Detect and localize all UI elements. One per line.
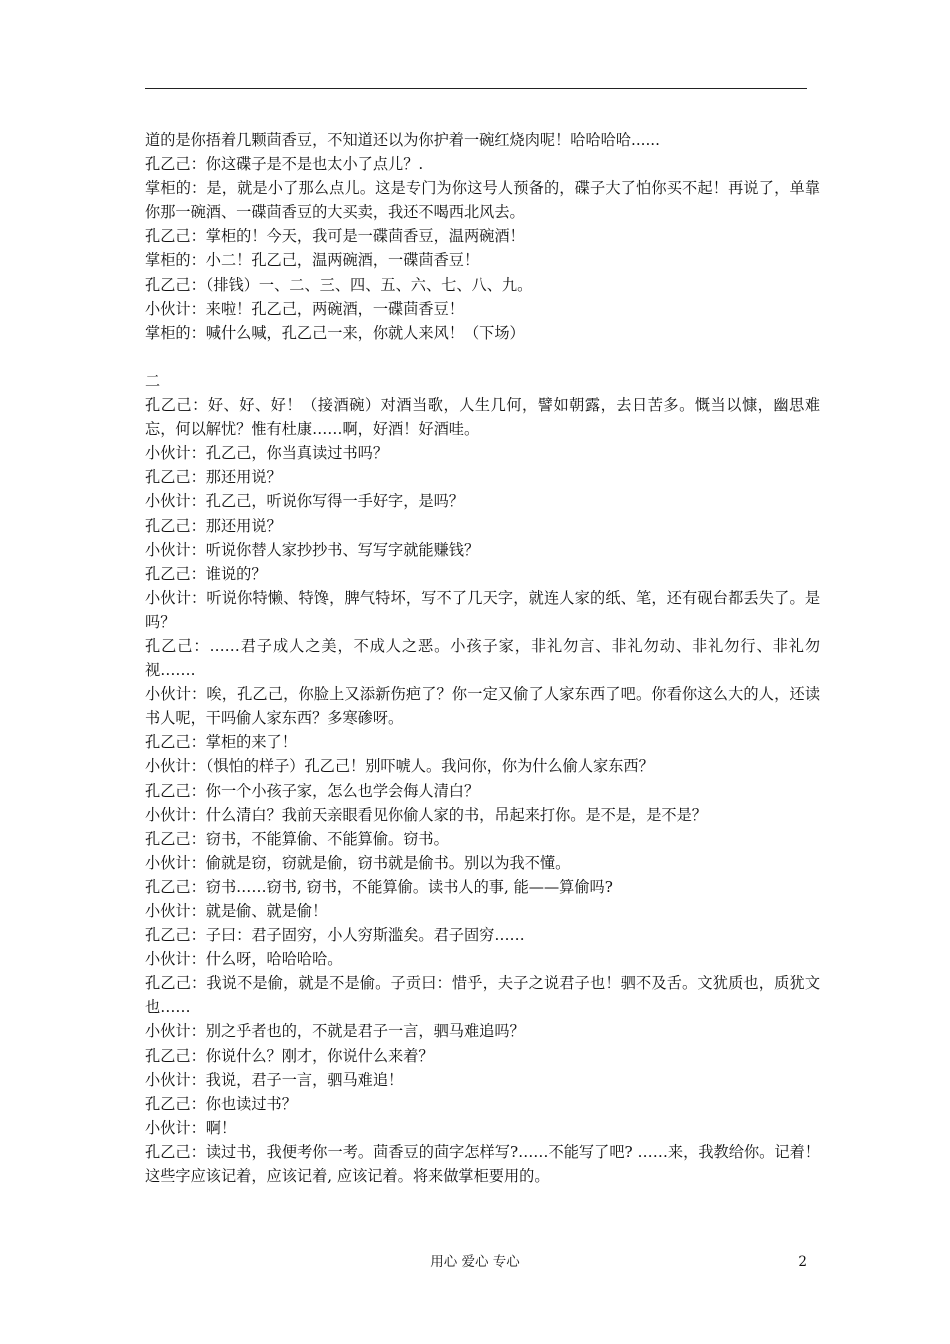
dialogue-line: 孔乙己：掌柜的！今天，我可是一碟茴香豆，温两碗酒！ xyxy=(145,227,525,246)
dialogue-line: 孔乙己：（排钱）一、二、三、四、五、六、七、八、九。 xyxy=(145,275,533,294)
dialogue-line: 小伙计：孔乙己，你当真读过书吗？ xyxy=(145,444,388,463)
dialogue-line: 道的是你捂着几颗茴香豆，不知道还以为你护着一碗红烧肉呢！哈哈哈哈...... xyxy=(145,131,660,149)
section-heading: 二 xyxy=(145,371,161,390)
dialogue-line: 小伙计：别之乎者也的，不就是君子一言，驷马难追吗？ xyxy=(145,1022,525,1041)
blank-line xyxy=(145,345,820,369)
dialogue-line: 孔乙己：你一个小孩子家，怎么也学会侮人清白？ xyxy=(145,781,480,800)
dialogue-line: 孔乙己：掌柜的来了！ xyxy=(145,733,297,752)
header-rule xyxy=(145,88,807,89)
dialogue-line: 小伙计：唉，孔乙己，你脸上又添新伤疤了？你一定又偷了人家东西了吧。你看你这么大的人，还读书人呢，干吗偷人家东西？多寒碜呀。 xyxy=(145,685,820,728)
dialogue-line: 孔乙己：谁说的？ xyxy=(145,564,267,583)
dialogue-line: 小伙计：啊！ xyxy=(145,1118,237,1137)
dialogue-line: 孔乙己：读过书，我便考你一考。茴香豆的茴字怎样写?……不能写了吧? ……来，我教给你。记着！这些字应该记着，应该记着, 应该记着。将来做掌柜要用的。 xyxy=(145,1142,820,1186)
script-text xyxy=(145,128,820,1188)
dialogue-line: 小伙计：听说你特懒、特馋，脾气特坏，写不了几天字，就连人家的纸、笔，还有砚台都丢失了。是吗？ xyxy=(145,588,820,631)
dialogue-line: 小伙计：就是偷、就是偷！ xyxy=(145,902,328,920)
dialogue-line: 小伙计：来啦！孔乙己，两碗酒，一碟茴香豆！ xyxy=(145,299,464,318)
dialogue-line: 掌柜的：小二！孔乙己，温两碗酒，一碟茴香豆！ xyxy=(145,251,480,270)
dialogue-line: 掌柜的：喊什么喊，孔乙己一来，你就人来风！（下场） xyxy=(145,323,525,342)
dialogue-line: 孔乙己：窃书……窃书, 窃书，不能算偷。读书人的事, 能——算偷吗? xyxy=(145,877,613,896)
dialogue-line: 小伙计：听说你替人家抄抄书、写写字就能赚钱？ xyxy=(145,540,480,559)
dialogue-line: 孔乙己：那还用说？ xyxy=(145,516,282,535)
dialogue-line: 孔乙己：窃书，不能算偷、不能算偷。窃书。 xyxy=(145,829,449,848)
dialogue-line: 孔乙己：……君子成人之美，不成人之恶。小孩子家，非礼勿言、非礼勿动、非礼勿行、非礼勿视……. xyxy=(145,636,820,680)
dialogue-line: 孔乙己：好、好、好！（接酒碗）对酒当歌，人生几何，譬如朝露，去日苦多。慨当以慷，幽思难忘，何以解忧？惟有杜康……啊，好酒！好酒哇。 xyxy=(145,396,820,439)
footer-text: 用心 爱心 专心 xyxy=(430,1254,520,1270)
dialogue-line: 孔乙己：你说什么？刚才，你说什么来着？ xyxy=(145,1046,434,1065)
dialogue-line: 小伙计：（惧怕的样子）孔乙己！别吓唬人。我问你，你为什么偷人家东西？ xyxy=(145,757,654,776)
dialogue-line: 孔乙己：我说不是偷，就是不是偷。子贡曰：惜乎，夫子之说君子也！驷不及舌。文犹质也，质犹文也…… xyxy=(145,974,820,1017)
dialogue-line: 孔乙己：那还用说？ xyxy=(145,468,282,487)
dialogue-line: 小伙计：什么清白？我前天亲眼看见你偷人家的书，吊起来打你。是不是，是不是？ xyxy=(145,805,707,824)
dialogue-line: 掌柜的：是，就是小了那么点儿。这是专门为你这号人预备的，碟子大了怕你买不起！再说了，单靠你那一碗酒、一碟茴香豆的大买卖，我还不喝西北风去。 xyxy=(145,179,820,222)
dialogue-line: 孔乙己：子曰：君子固穷，小人穷斯滥矣。君子固穷…… xyxy=(145,926,525,945)
dialogue-line: 小伙计：什么呀，哈哈哈哈。 xyxy=(145,950,343,969)
dialogue-line: 孔乙己：你也读过书？ xyxy=(145,1094,297,1113)
dialogue-line: 孔乙己：你这碟子是不是也太小了点儿？. xyxy=(145,155,424,174)
dialogue-line: 小伙计：偷就是窃，窃就是偷，窃书就是偷书。别以为我不懂。 xyxy=(145,853,571,872)
dialogue-line: 小伙计：孔乙己，听说你写得一手好字，是吗？ xyxy=(145,492,464,511)
dialogue-line: 小伙计：我说，君子一言，驷马难追！ xyxy=(145,1070,404,1089)
page-number: 2 xyxy=(798,1254,807,1270)
